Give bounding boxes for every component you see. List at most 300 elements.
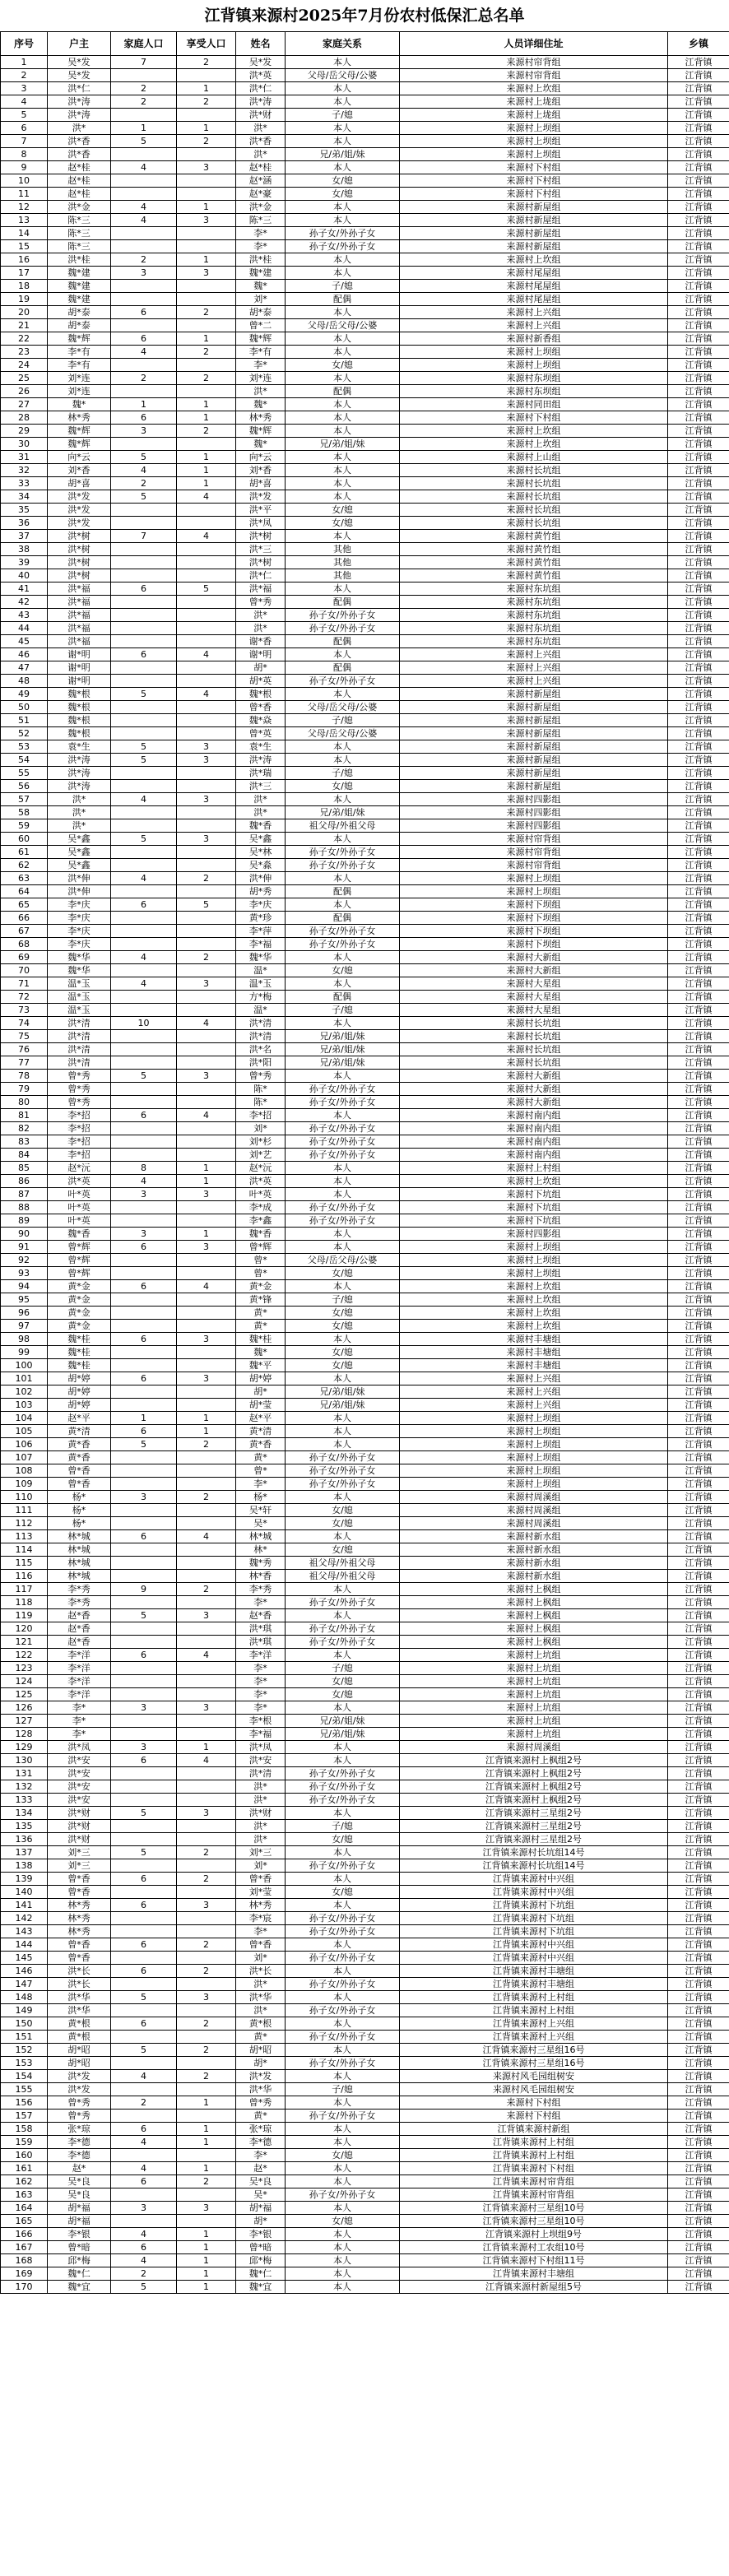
cell-township: 江背镇 <box>668 1675 729 1688</box>
cell-householder: 李*德 <box>48 2136 111 2149</box>
col-header-relation: 家庭关系 <box>286 32 400 56</box>
cell-beneficiaries <box>177 1780 236 1794</box>
cell-township: 江背镇 <box>668 1938 729 1952</box>
cell-householder: 洪*安 <box>48 1767 111 1780</box>
cell-name: 吴* <box>236 2188 286 2202</box>
table-row <box>1 2267 729 2281</box>
table-row <box>1 293 729 306</box>
cell-beneficiaries: 1 <box>177 253 236 267</box>
cell-name: 曾*秀 <box>236 2096 286 2110</box>
cell-index: 24 <box>1 359 48 372</box>
cell-family-size <box>111 675 177 688</box>
cell-householder: 黄*金 <box>48 1280 111 1293</box>
cell-family-size <box>111 859 177 872</box>
cell-family-size <box>111 1399 177 1412</box>
cell-householder: 曾*秀 <box>48 1070 111 1083</box>
cell-householder: 刘*三 <box>48 1859 111 1873</box>
cell-address: 来源村长坑组 <box>400 1030 668 1043</box>
cell-index: 71 <box>1 977 48 991</box>
cell-beneficiaries <box>177 1149 236 1162</box>
table-row <box>1 332 729 346</box>
cell-township: 江背镇 <box>668 385 729 398</box>
table-row <box>1 253 729 267</box>
cell-address: 来源村上坑组 <box>400 1675 668 1688</box>
cell-address: 来源村新屋组 <box>400 214 668 227</box>
cell-township: 江背镇 <box>668 912 729 925</box>
cell-relation: 本人 <box>286 2228 400 2241</box>
cell-index: 120 <box>1 1622 48 1636</box>
cell-householder: 李*有 <box>48 346 111 359</box>
cell-address: 来源村上兴组 <box>400 306 668 319</box>
cell-address: 江背镇来源村三星组10号 <box>400 2215 668 2228</box>
cell-householder: 黄*金 <box>48 1293 111 1307</box>
cell-address: 来源村新水组 <box>400 1530 668 1543</box>
cell-householder: 李*洋 <box>48 1688 111 1701</box>
cell-name: 曾*英 <box>236 727 286 740</box>
cell-name: 洪*三 <box>236 543 286 556</box>
cell-township: 江背镇 <box>668 1636 729 1649</box>
cell-index: 77 <box>1 1056 48 1070</box>
cell-beneficiaries <box>177 188 236 201</box>
cell-index: 12 <box>1 201 48 214</box>
cell-name: 吴*淼 <box>236 859 286 872</box>
cell-family-size: 6 <box>111 332 177 346</box>
table-row <box>1 1715 729 1728</box>
cell-index: 128 <box>1 1728 48 1741</box>
cell-index: 121 <box>1 1636 48 1649</box>
cell-relation: 本人 <box>286 1228 400 1241</box>
cell-index: 6 <box>1 122 48 135</box>
cell-name: 方*梅 <box>236 991 286 1004</box>
cell-relation: 孙子女/外孙子女 <box>286 925 400 938</box>
cell-householder: 李* <box>48 1715 111 1728</box>
cell-relation: 本人 <box>286 1017 400 1030</box>
cell-township: 江背镇 <box>668 280 729 293</box>
cell-name: 洪* <box>236 1780 286 1794</box>
cell-relation: 孙子女/外孙子女 <box>286 2004 400 2017</box>
cell-relation: 本人 <box>286 648 400 661</box>
cell-address: 来源村尾屋组 <box>400 293 668 306</box>
cell-index: 107 <box>1 1451 48 1464</box>
cell-householder: 谢*明 <box>48 661 111 675</box>
cell-name: 向*云 <box>236 451 286 464</box>
cell-address: 来源村大新组 <box>400 1070 668 1083</box>
cell-name: 黄* <box>236 2031 286 2044</box>
cell-householder: 魏*桂 <box>48 1359 111 1372</box>
cell-address: 来源村上坑组 <box>400 1662 668 1675</box>
table-row <box>1 925 729 938</box>
cell-township: 江背镇 <box>668 977 729 991</box>
cell-relation: 本人 <box>286 1109 400 1122</box>
cell-family-size: 6 <box>111 2241 177 2254</box>
cell-relation: 本人 <box>286 1873 400 1886</box>
cell-address: 来源村长坑组 <box>400 477 668 490</box>
cell-relation: 本人 <box>286 1807 400 1820</box>
cell-address: 来源村新水组 <box>400 1543 668 1557</box>
cell-township: 江背镇 <box>668 1846 729 1859</box>
table-row <box>1 240 729 253</box>
cell-index: 95 <box>1 1293 48 1307</box>
table-row <box>1 622 729 635</box>
table-row <box>1 148 729 161</box>
cell-householder: 洪*清 <box>48 1056 111 1070</box>
cell-family-size: 3 <box>111 1228 177 1241</box>
cell-name: 李* <box>236 1596 286 1609</box>
cell-township: 江背镇 <box>668 517 729 530</box>
cell-name: 李*根 <box>236 1715 286 1728</box>
cell-name: 李* <box>236 1688 286 1701</box>
cell-township: 江背镇 <box>668 1859 729 1873</box>
cell-name: 陈* <box>236 1096 286 1109</box>
cell-index: 81 <box>1 1109 48 1122</box>
cell-householder: 洪*华 <box>48 2004 111 2017</box>
cell-beneficiaries: 4 <box>177 1649 236 1662</box>
cell-name: 李* <box>236 2149 286 2162</box>
cell-beneficiaries: 2 <box>177 1491 236 1504</box>
cell-relation: 本人 <box>286 583 400 596</box>
cell-family-size <box>111 1662 177 1675</box>
cell-name: 李*萍 <box>236 925 286 938</box>
cell-index: 85 <box>1 1162 48 1175</box>
cell-name: 黄*清 <box>236 1425 286 1438</box>
table-row <box>1 1214 729 1228</box>
cell-beneficiaries: 1 <box>177 451 236 464</box>
cell-householder: 洪*福 <box>48 635 111 648</box>
cell-address: 来源村上坑组 <box>400 1688 668 1701</box>
cell-township: 江背镇 <box>668 306 729 319</box>
cell-relation: 兄/弟/姐/妹 <box>286 1728 400 1741</box>
cell-family-size <box>111 622 177 635</box>
table-row <box>1 1912 729 1925</box>
cell-address: 来源村上坑组 <box>400 1649 668 1662</box>
cell-householder: 赵*桂 <box>48 188 111 201</box>
cell-relation: 子/媳 <box>286 2083 400 2096</box>
cell-address: 来源村东坑组 <box>400 609 668 622</box>
cell-index: 86 <box>1 1175 48 1188</box>
cell-relation: 孙子女/外孙子女 <box>286 846 400 859</box>
table-row <box>1 1333 729 1346</box>
cell-beneficiaries <box>177 859 236 872</box>
cell-township: 江背镇 <box>668 1241 729 1254</box>
cell-householder: 曾*香 <box>48 1464 111 1478</box>
cell-relation: 父母/岳父母/公婆 <box>286 1254 400 1267</box>
table-row <box>1 1833 729 1846</box>
cell-index: 160 <box>1 2149 48 2162</box>
cell-relation: 孙子女/外孙子女 <box>286 1083 400 1096</box>
table-row <box>1 1280 729 1293</box>
cell-family-size <box>111 714 177 727</box>
cell-family-size: 8 <box>111 1162 177 1175</box>
cell-name: 魏* <box>236 280 286 293</box>
cell-family-size: 2 <box>111 477 177 490</box>
cell-name: 曾*秀 <box>236 596 286 609</box>
cell-family-size: 4 <box>111 201 177 214</box>
cell-beneficiaries: 2 <box>177 1965 236 1978</box>
cell-address: 来源村东坑组 <box>400 622 668 635</box>
cell-householder: 洪*香 <box>48 135 111 148</box>
cell-index: 59 <box>1 819 48 833</box>
cell-beneficiaries <box>177 1004 236 1017</box>
cell-beneficiaries <box>177 359 236 372</box>
cell-township: 江背镇 <box>668 872 729 885</box>
cell-family-size <box>111 1820 177 1833</box>
cell-beneficiaries <box>177 1504 236 1517</box>
cell-family-size <box>111 1004 177 1017</box>
cell-family-size <box>111 280 177 293</box>
cell-family-size <box>111 1925 177 1938</box>
cell-index: 132 <box>1 1780 48 1794</box>
cell-householder: 曾*秀 <box>48 2096 111 2110</box>
cell-householder: 赵* <box>48 2162 111 2175</box>
cell-township: 江背镇 <box>668 859 729 872</box>
cell-township: 江背镇 <box>668 1425 729 1438</box>
cell-address: 来源村上坑组 <box>400 1715 668 1728</box>
cell-family-size: 5 <box>111 135 177 148</box>
cell-index: 41 <box>1 583 48 596</box>
cell-address: 江背镇来源村三星组2号 <box>400 1820 668 1833</box>
table-row <box>1 122 729 135</box>
cell-householder: 李*招 <box>48 1149 111 1162</box>
cell-family-size <box>111 727 177 740</box>
cell-name: 胡*莹 <box>236 1399 286 1412</box>
cell-family-size <box>111 846 177 859</box>
cell-name: 赵*涵 <box>236 174 286 188</box>
cell-family-size: 6 <box>111 1109 177 1122</box>
cell-address: 来源村新屋组 <box>400 780 668 793</box>
table-row <box>1 2162 729 2175</box>
cell-address: 江背镇来源村工农组10号 <box>400 2241 668 2254</box>
cell-relation: 本人 <box>286 2123 400 2136</box>
cell-index: 88 <box>1 1201 48 1214</box>
cell-householder: 李*洋 <box>48 1649 111 1662</box>
cell-beneficiaries <box>177 69 236 82</box>
cell-township: 江背镇 <box>668 1096 729 1109</box>
cell-name: 温* <box>236 964 286 977</box>
cell-township: 江背镇 <box>668 2031 729 2044</box>
cell-beneficiaries <box>177 1464 236 1478</box>
cell-township: 江背镇 <box>668 253 729 267</box>
table-row <box>1 635 729 648</box>
cell-relation: 兄/弟/姐/妹 <box>286 1715 400 1728</box>
cell-householder: 曾*香 <box>48 1873 111 1886</box>
cell-index: 116 <box>1 1570 48 1583</box>
col-header-name: 姓名 <box>236 32 286 56</box>
cell-family-size: 6 <box>111 1649 177 1662</box>
table-row <box>1 1372 729 1385</box>
cell-name: 李*成 <box>236 1201 286 1214</box>
cell-index: 62 <box>1 859 48 872</box>
cell-family-size <box>111 2149 177 2162</box>
cell-index: 168 <box>1 2254 48 2267</box>
cell-beneficiaries: 2 <box>177 872 236 885</box>
cell-householder: 洪*福 <box>48 622 111 635</box>
cell-beneficiaries <box>177 109 236 122</box>
cell-name: 洪* <box>236 793 286 806</box>
cell-name: 曾*二 <box>236 319 286 332</box>
cell-township: 江背镇 <box>668 648 729 661</box>
cell-family-size <box>111 1122 177 1135</box>
table-row <box>1 227 729 240</box>
cell-relation: 孙子女/外孙子女 <box>286 1859 400 1873</box>
cell-address: 来源村黄竹组 <box>400 556 668 569</box>
cell-householder: 胡*婷 <box>48 1399 111 1412</box>
cell-township: 江背镇 <box>668 2017 729 2031</box>
cell-name: 魏*平 <box>236 1359 286 1372</box>
cell-beneficiaries: 3 <box>177 833 236 846</box>
cell-householder: 杨* <box>48 1504 111 1517</box>
cell-address: 江背镇来源村三星组16号 <box>400 2057 668 2070</box>
table-row <box>1 1794 729 1807</box>
cell-householder: 胡*泰 <box>48 319 111 332</box>
cell-householder: 李*洋 <box>48 1662 111 1675</box>
table-row <box>1 1504 729 1517</box>
cell-name: 洪*清 <box>236 1017 286 1030</box>
table-row <box>1 1267 729 1280</box>
cell-name: 李* <box>236 1925 286 1938</box>
cell-township: 江背镇 <box>668 569 729 583</box>
table-row <box>1 1109 729 1122</box>
cell-householder: 黄*香 <box>48 1451 111 1464</box>
cell-township: 江背镇 <box>668 1346 729 1359</box>
cell-name: 刘* <box>236 1952 286 1965</box>
cell-index: 45 <box>1 635 48 648</box>
cell-householder: 洪*凤 <box>48 1741 111 1754</box>
cell-township: 江背镇 <box>668 1307 729 1320</box>
cell-relation: 孙子女/外孙子女 <box>286 227 400 240</box>
cell-name: 林*秀 <box>236 1899 286 1912</box>
cell-relation: 本人 <box>286 1530 400 1543</box>
cell-index: 155 <box>1 2083 48 2096</box>
cell-beneficiaries <box>177 438 236 451</box>
cell-relation: 本人 <box>286 898 400 912</box>
cell-name: 黄*根 <box>236 2017 286 2031</box>
cell-address: 来源村上坎组 <box>400 1320 668 1333</box>
cell-address: 来源村上枫组 <box>400 1609 668 1622</box>
cell-relation: 本人 <box>286 2162 400 2175</box>
cell-address: 来源村上坝组 <box>400 148 668 161</box>
table-row <box>1 2044 729 2057</box>
cell-householder: 曾*秀 <box>48 1096 111 1109</box>
table-row <box>1 1478 729 1491</box>
cell-householder: 温*玉 <box>48 991 111 1004</box>
cell-name: 胡*秀 <box>236 885 286 898</box>
cell-name: 吴*良 <box>236 2175 286 2188</box>
cell-family-size <box>111 806 177 819</box>
table-row <box>1 648 729 661</box>
cell-beneficiaries <box>177 1794 236 1807</box>
table-row <box>1 1293 729 1307</box>
cell-index: 10 <box>1 174 48 188</box>
cell-township: 江背镇 <box>668 293 729 306</box>
cell-beneficiaries <box>177 1201 236 1214</box>
cell-index: 38 <box>1 543 48 556</box>
cell-name: 魏*建 <box>236 267 286 280</box>
cell-township: 江背镇 <box>668 148 729 161</box>
cell-address: 来源村上坎组 <box>400 1175 668 1188</box>
cell-index: 26 <box>1 385 48 398</box>
cell-index: 110 <box>1 1491 48 1504</box>
cell-householder: 李*招 <box>48 1109 111 1122</box>
cell-township: 江背镇 <box>668 319 729 332</box>
cell-relation: 本人 <box>286 740 400 754</box>
cell-householder: 叶*英 <box>48 1214 111 1228</box>
cell-beneficiaries: 3 <box>177 2202 236 2215</box>
cell-householder: 洪*仁 <box>48 82 111 95</box>
cell-township: 江背镇 <box>668 201 729 214</box>
cell-householder: 张*琼 <box>48 2123 111 2136</box>
cell-family-size: 10 <box>111 1017 177 1030</box>
table-row <box>1 1767 729 1780</box>
cell-name: 林*香 <box>236 1570 286 1583</box>
cell-relation: 本人 <box>286 688 400 701</box>
cell-householder: 魏*建 <box>48 280 111 293</box>
cell-relation: 本人 <box>286 1372 400 1385</box>
table-row <box>1 504 729 517</box>
cell-householder: 洪*涛 <box>48 109 111 122</box>
cell-index: 18 <box>1 280 48 293</box>
table-row <box>1 2281 729 2294</box>
cell-householder: 林*城 <box>48 1557 111 1570</box>
cell-address: 来源村帘背组 <box>400 859 668 872</box>
cell-beneficiaries: 2 <box>177 1873 236 1886</box>
table-row <box>1 675 729 688</box>
cell-name: 刘*艺 <box>236 1149 286 1162</box>
cell-beneficiaries: 1 <box>177 398 236 411</box>
cell-family-size: 3 <box>111 267 177 280</box>
cell-family-size <box>111 925 177 938</box>
cell-householder: 赵*桂 <box>48 174 111 188</box>
cell-index: 87 <box>1 1188 48 1201</box>
cell-address: 来源村上坝组 <box>400 1425 668 1438</box>
table-row <box>1 490 729 504</box>
cell-name: 洪*发 <box>236 490 286 504</box>
cell-index: 97 <box>1 1320 48 1333</box>
cell-address: 来源村南内组 <box>400 1122 668 1135</box>
cell-name: 魏*辉 <box>236 332 286 346</box>
cell-family-size <box>111 1464 177 1478</box>
table-row <box>1 1741 729 1754</box>
cell-address: 来源村上坎组 <box>400 425 668 438</box>
cell-address: 来源村长坑组 <box>400 1017 668 1030</box>
cell-index: 165 <box>1 2215 48 2228</box>
cell-beneficiaries <box>177 964 236 977</box>
cell-address: 江背镇来源村下坑组 <box>400 1899 668 1912</box>
cell-householder: 林*秀 <box>48 1925 111 1938</box>
cell-township: 江背镇 <box>668 2096 729 2110</box>
cell-index: 154 <box>1 2070 48 2083</box>
cell-relation: 本人 <box>286 490 400 504</box>
cell-beneficiaries <box>177 1135 236 1149</box>
cell-householder: 魏*根 <box>48 714 111 727</box>
cell-index: 137 <box>1 1846 48 1859</box>
cell-householder: 魏* <box>48 398 111 411</box>
cell-index: 96 <box>1 1307 48 1320</box>
cell-beneficiaries <box>177 1096 236 1109</box>
cell-householder: 洪*长 <box>48 1965 111 1978</box>
cell-name: 魏*香 <box>236 819 286 833</box>
cell-family-size: 5 <box>111 688 177 701</box>
cell-beneficiaries <box>177 1399 236 1412</box>
cell-family-size: 4 <box>111 161 177 174</box>
cell-relation: 本人 <box>286 1280 400 1293</box>
cell-beneficiaries: 1 <box>177 477 236 490</box>
cell-householder: 李*银 <box>48 2228 111 2241</box>
cell-index: 122 <box>1 1649 48 1662</box>
cell-beneficiaries: 1 <box>177 411 236 425</box>
cell-relation: 女/媳 <box>286 1833 400 1846</box>
table-row <box>1 1083 729 1096</box>
cell-relation: 女/媳 <box>286 1267 400 1280</box>
